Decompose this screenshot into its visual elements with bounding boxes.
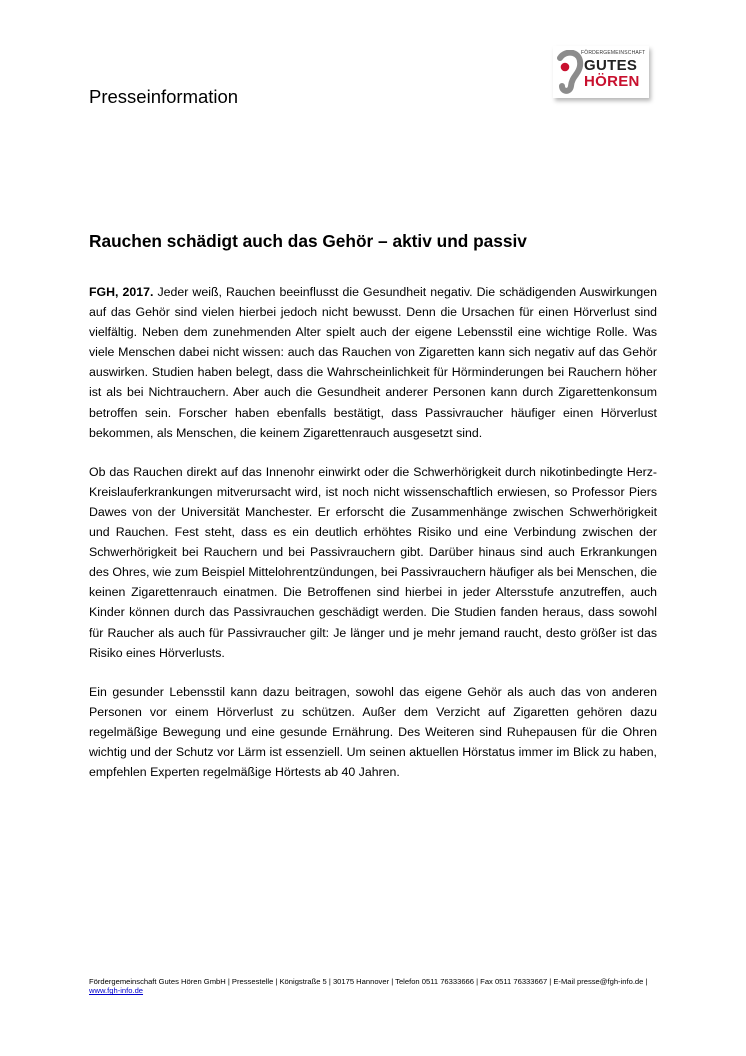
page-title: Presseinformation [89,86,239,107]
logo-small-text: FÖRDERGEMEINSCHAFT [581,50,646,56]
logo-word-hoeren: HÖREN [584,73,640,90]
logo-word-gutes: GUTES [584,57,638,74]
ear-logo-icon [556,50,586,94]
paragraph-1-text: Jeder weiß, Rauchen beeinflusst die Gesundheit negativ. Die schädigenden Auswirkungen auf das Gehör sind vielen hierbei jedoch nicht bewusst. Denn die Ursachen für einen Hörverlust sind vielfältig. Neben dem zunehmenden Alter spielt auch der eigene Lebensstil eine wichtige Rolle. Was viele Menschen dabei nicht wissen: auch das Rauchen von Zigaretten kann sich negativ auf das Gehör auswirken. Studien haben belegt, dass die Wahrscheinlichkeit für Hörminderungen bei Rauchern höher ist als bei Nichtrauchern. Aber auch die Gesundheit anderer Personen kann durch Zigarettenkonsum betroffen sein. Forscher haben ebenfalls bestätigt, dass Passivraucher häufiger einen Hörverlust bekommen, als Menschen, die keinem Zigarettenrauch ausgesetzt sind. [89,285,657,440]
article-headline: Rauchen schädigt auch das Gehör – aktiv und passiv [89,231,527,251]
paragraph-3: Ein gesunder Lebensstil kann dazu beitragen, sowohl das eigene Gehör als auch das von anderen Personen vor einem Hörverlust zu schützen. Außer dem Verzicht auf Zigaretten gehören dazu regelmäßige Bewegung und eine gesunde Ernährung. Des Weiteren sind Ruhepausen für die Ohren wichtig und der Schutz vor Lärm ist essenziell. Um seinen aktuellen Hörstatus immer im Blick zu haben, empfehlen Experten regelmäßige Hörtests ab 40 Jahren. [89,684,657,780]
paragraph-2: Ob das Rauchen direkt auf das Innenohr einwirkt oder die Schwerhörigkeit durch nikotinbedingte Herz- Kreislauferkrankungen mitverursacht wird, ist noch nicht wissenschaftlich erwiesen, so Professor Piers Dawes von der Universität Manchester. Er erforscht die Zusammenhänge zwischen Schwerhörigkeit und Rauchen. Fest steht, dass es ein deutlich erhöhtes Risiko und eine Verbindung zwischen der Schwerhörigkeit bei Rauchern und bei Passivrauchern gibt. Darüber hinaus sind auch Erkrankungen des Ohres, wie zum Beispiel Mittelohrentzündungen, bei Passivrauchern häufiger als bei Menschen, die keinen Zigarettenrauch einatmen. Die Betroffenen sind hierbei in jeder Altersstufe anzutreffen, auch Kinder können durch das Passivrauchen geschädigt werden. Die Studien fanden heraus, dass sowohl für Raucher als auch für Passivraucher gilt: Je länger und je mehr jemand raucht, desto größer ist das Risiko eines Hörverlusts. [89,464,657,660]
paragraph-1 [89,282,657,443]
footer-contact-text: Fördergemeinschaft Gutes Hören GmbH | Pressestelle | Königstraße 5 | 30175 Hannover | Telefon 0511 76333666 | Fax 0511 76333667 | E-Mail presse@fgh-info.de | [89,977,648,986]
fgh-logo [553,46,649,98]
footer [89,977,649,996]
footer-website-link[interactable]: www.fgh-info.de [89,986,144,996]
lead-label: FGH, 2017. [89,285,154,299]
article-body [89,282,657,801]
